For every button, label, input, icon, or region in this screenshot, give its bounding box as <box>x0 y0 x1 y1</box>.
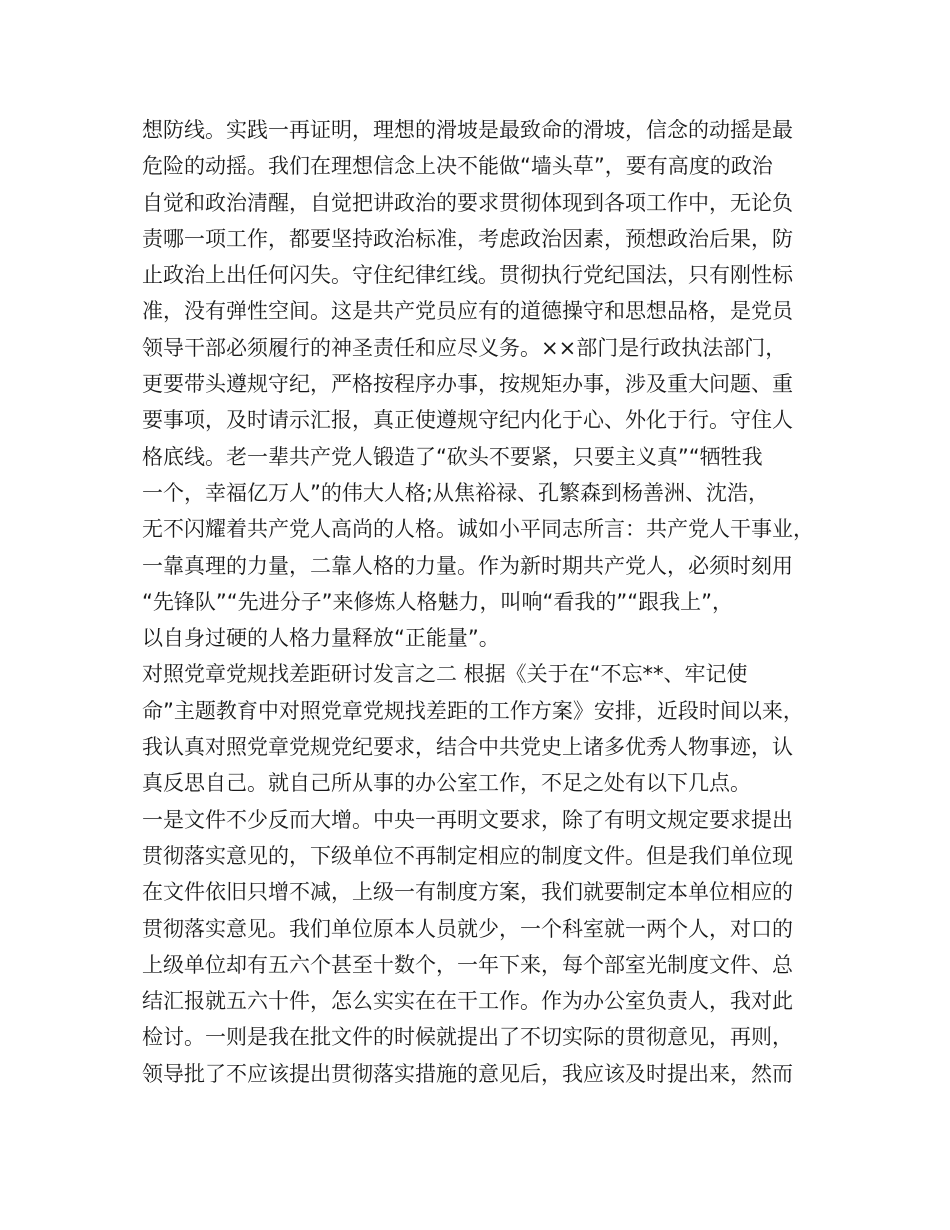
text-line: 自觉和政治清醒，自觉把讲政治的要求贯彻体现到各项工作中，无论负 <box>142 190 793 215</box>
paragraph-start-line: 一是文件不少反而大增。中央一再明文要求，除了有明文规定要求提出 <box>142 807 793 832</box>
text-line: 领导干部必须履行的神圣责任和应尽义务。××部门是行政执法部门， <box>142 335 787 360</box>
text-line: 准，没有弹性空间。这是共产党员应有的道德操守和思想品格，是党员 <box>142 299 793 324</box>
text-line: 以自身过硬的人格力量释放“正能量”。 <box>142 626 500 651</box>
text-line: 贯彻落实意见的，下级单位不再制定相应的制度文件。但是我们单位现 <box>142 843 793 868</box>
text-line: 想防线。实践一再证明，理想的滑坡是最致命的滑坡，信念的动摇是最 <box>142 118 793 142</box>
text-line: 检讨。一则是我在批文件的时候就提出了不切实际的贯彻意见，再则， <box>142 1025 793 1050</box>
text-line: 命”主题教育中对照党章党规找差距的工作方案》安排，近段时间以来， <box>142 698 804 723</box>
text-line: 领导批了不应该提出贯彻落实措施的意见后，我应该及时提出来，然而 <box>142 1061 793 1086</box>
document-body <box>142 112 832 1092</box>
text-line: 我认真对照党章党规党纪要求，结合中共党史上诸多优秀人物事迹，认 <box>142 735 793 760</box>
text-line: 责哪一项工作，都要坚持政治标准，考虑政治因素，预想政治后果，防 <box>142 226 793 251</box>
text-line: 一靠真理的力量，二靠人格的力量。作为新时期共产党人，必须时刻用 <box>142 553 793 578</box>
text-line: 格底线。老一辈共产党人锻造了“砍头不要紧，只要主义真”“牺牲我 <box>142 444 763 469</box>
text-line: 贯彻落实意见。我们单位原本人员就少，一个科室就一两个人，对口的 <box>142 916 793 941</box>
text-line: “先锋队”“先进分子”来修炼人格魅力，叫响“看我的”“跟我上”， <box>142 589 734 614</box>
text-line: 上级单位却有五六个甚至十数个，一年下来，每个部室光制度文件、总 <box>142 952 793 977</box>
text-line: 无不闪耀着共产党人高尚的人格。诚如小平同志所言：共产党人干事业， <box>142 517 814 542</box>
text-line: 危险的动摇。我们在理想信念上决不能做“墙头草”，要有高度的政治 <box>142 154 773 179</box>
text-line: 一个，幸福亿万人”的伟大人格;从焦裕禄、孔繁森到杨善洲、沈浩， <box>142 480 769 505</box>
text-line: 要事项，及时请示汇报，真正使遵规守纪内化于心、外化于行。守住人 <box>142 408 793 433</box>
text-line: 真反思自己。就自己所从事的办公室工作，不足之处有以下几点。 <box>142 771 751 796</box>
text-line: 在文件依旧只增不减，上级一有制度方案，我们就要制定本单位相应的 <box>142 880 793 905</box>
text-line: 更要带头遵规守纪，严格按程序办事，按规矩办事，涉及重大问题、重 <box>142 372 793 397</box>
section-heading-line: 对照党章党规找差距研讨发言之二 根据《关于在“不忘**、牢记使 <box>142 662 748 687</box>
text-line: 止政治上出任何闪失。守住纪律红线。贯彻执行党纪国法，只有刚性标 <box>142 263 793 288</box>
text-line: 结汇报就五六十件，怎么实实在在干工作。作为办公室负责人，我对此 <box>142 989 793 1014</box>
